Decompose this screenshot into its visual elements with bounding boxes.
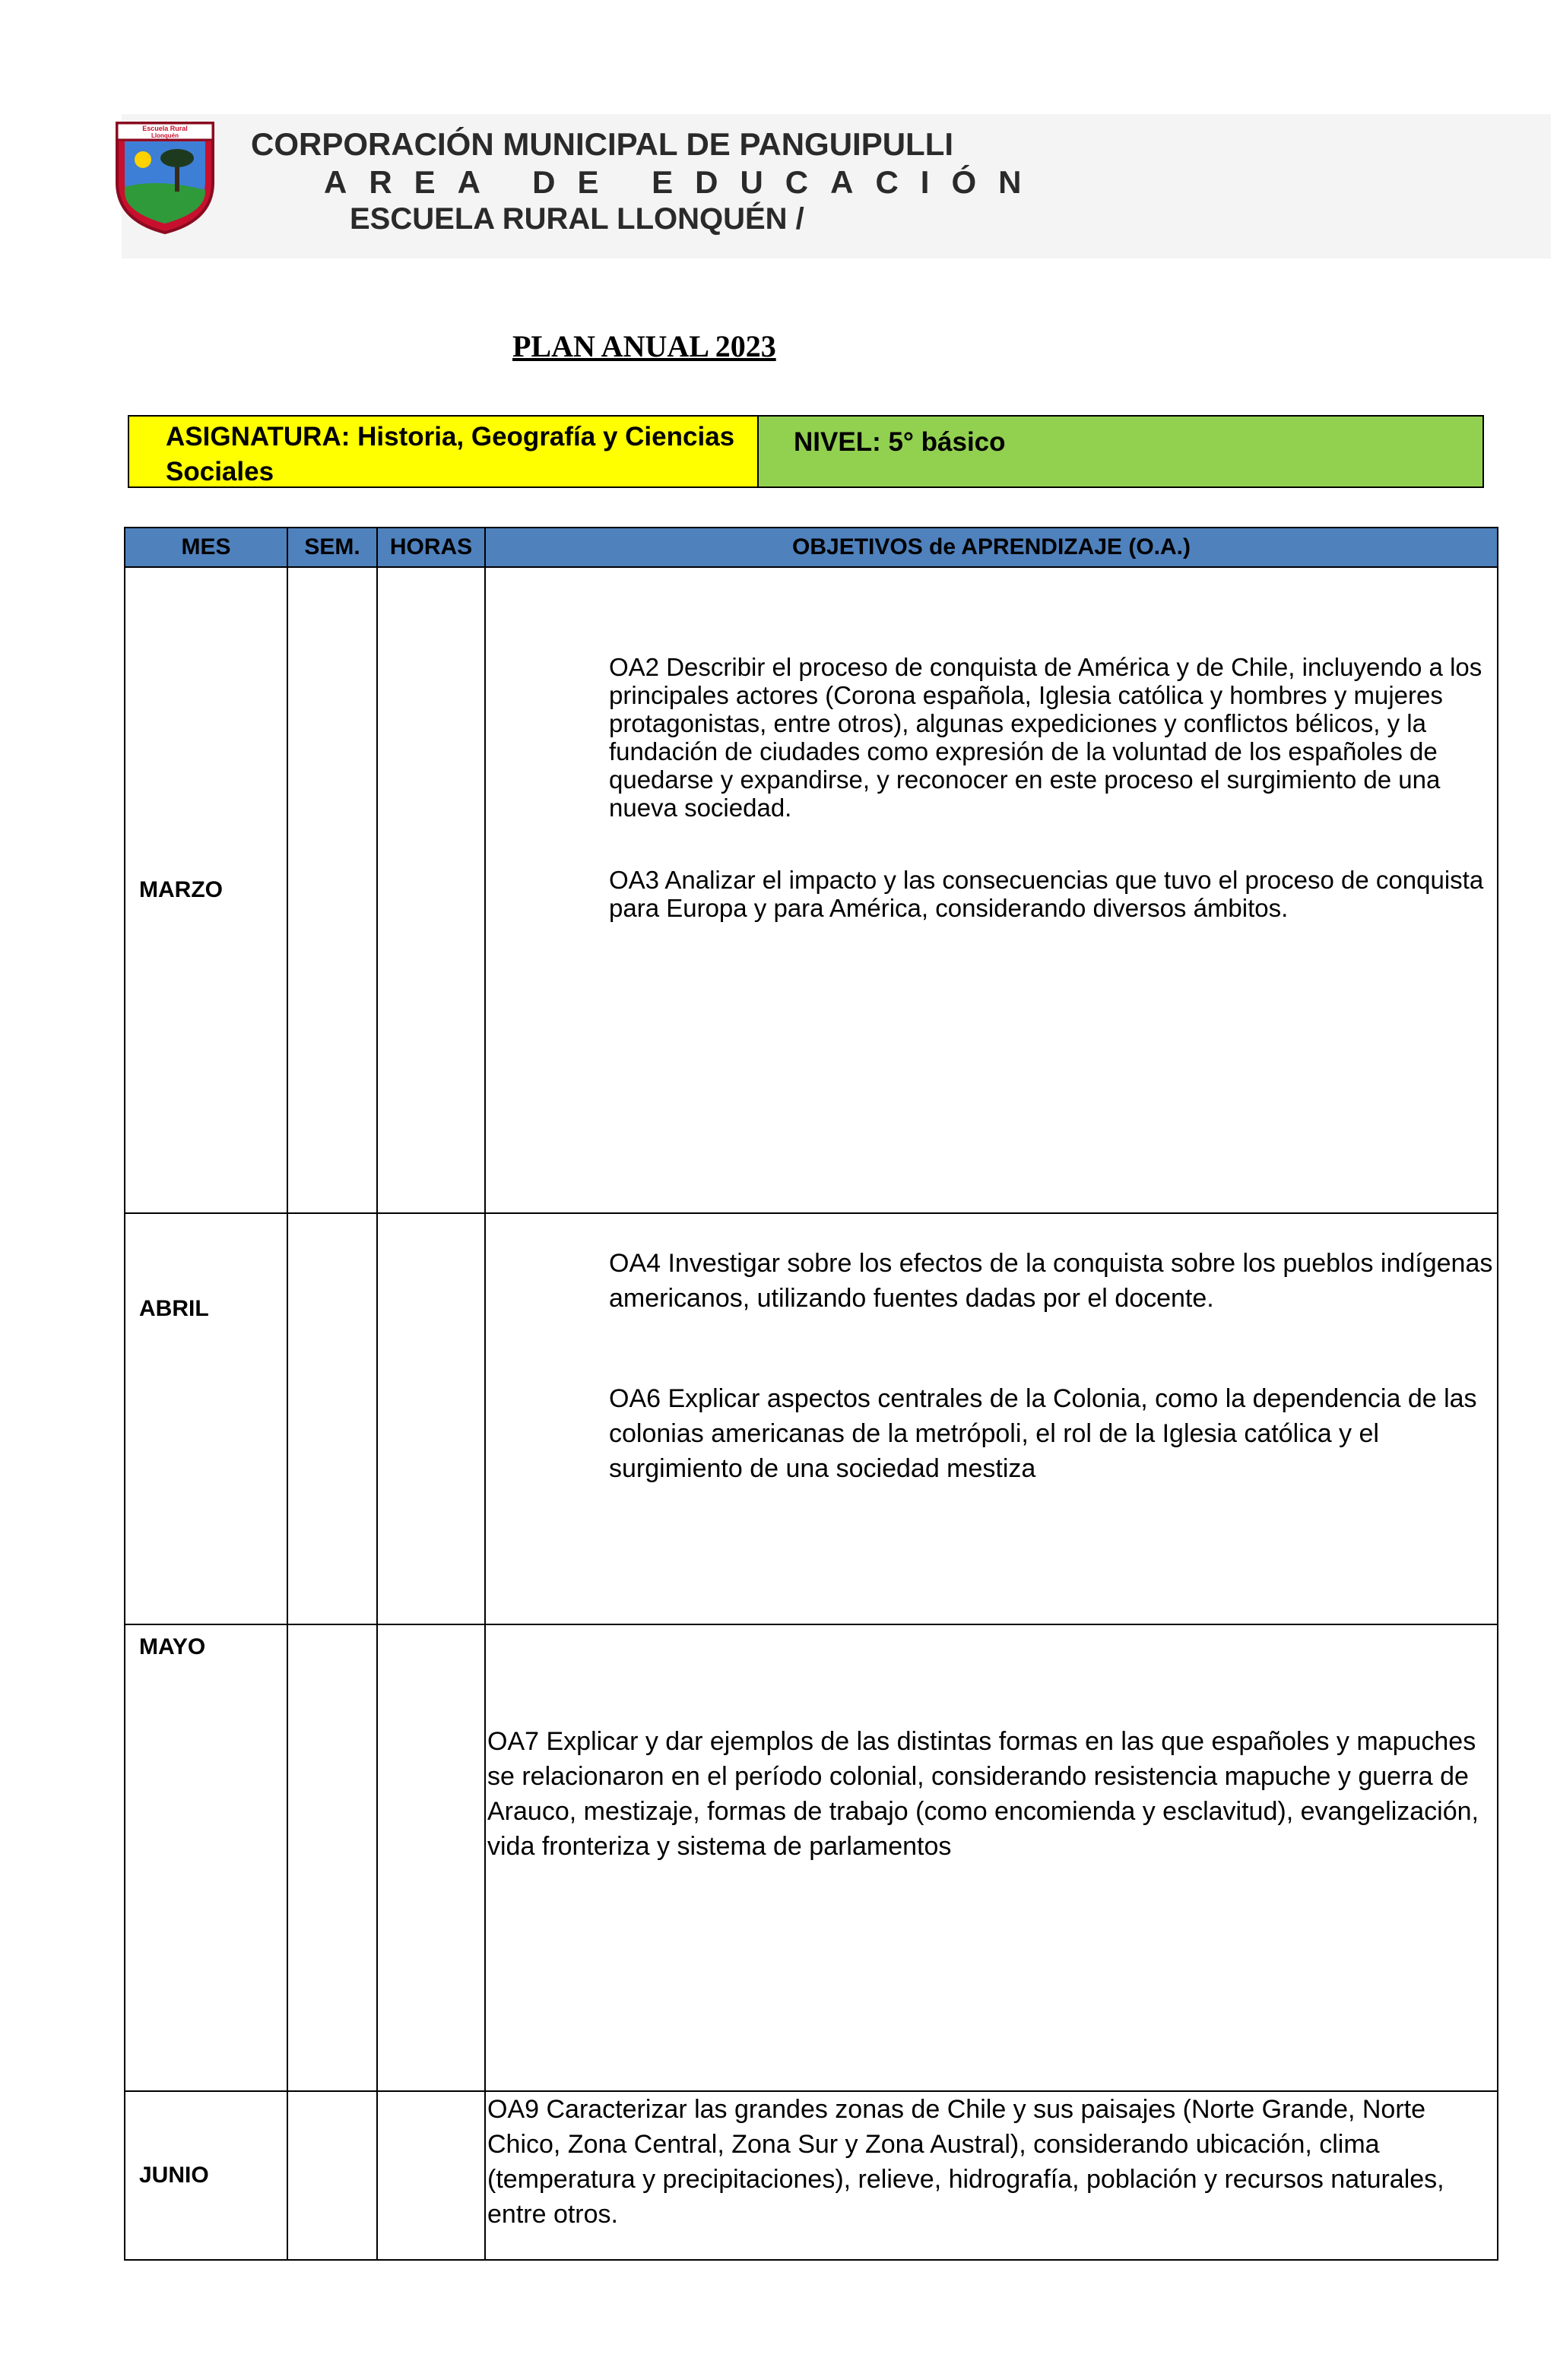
- header-objectives: OBJETIVOS de APRENDIZAJE (O.A.): [485, 528, 1498, 567]
- objective-text: OA7 Explicar y dar ejemplos de las distintas formas en las que españoles y mapuches se relacionaron en el período colonial, considerando resistencia mapuche y guerra de Arauco, mestizaje, formas de trabajo (como encomienda y esclavitud), evangelización, vida fronteriza y sistema de parlamentos: [487, 1727, 1479, 1861]
- week-cell: [287, 1624, 377, 2091]
- header-month: MES: [125, 528, 287, 567]
- objective-text: OA2 Describir el proceso de conquista de América y de Chile, incluyendo a los principales actores (Corona española, Iglesia católica y hombres y mujeres protagonistas, entre otros), algunas expediciones y conflictos bélicos, y la fundación de ciudades como expresión de la voluntad de los españoles de quedarse y expandirse, y reconocer en este proceso el surgimiento de una nueva sociedad.: [609, 653, 1482, 822]
- month-cell: [125, 1213, 287, 1624]
- table-header-row: [125, 528, 1498, 567]
- month-label: JUNIO: [139, 2163, 209, 2188]
- table-row: [125, 2091, 1498, 2260]
- objectives-cell: [485, 2091, 1498, 2260]
- logo-text-line2: Llonquén: [151, 132, 179, 139]
- area-name: AREA DE EDUCACIÓN: [324, 164, 1044, 200]
- table-row: [125, 1624, 1498, 2091]
- header-week: SEM.: [287, 528, 377, 567]
- school-crest-logo: [113, 114, 217, 236]
- objective-text: OA9 Caracterizar las grandes zonas de Chile y sus paisajes (Norte Grande, Norte Chico, Zona Central, Zona Sur y Zona Austral), considerando ubicación, clima (temperatura y precipitaciones), relieve, hidrografía, población y recursos naturales, entre otros.: [487, 2095, 1444, 2229]
- annual-plan-table: [124, 527, 1498, 2261]
- objective-text: OA6 Explicar aspectos centrales de la Colonia, como la dependencia de las colonias americanas de la metrópoli, el rol de la Iglesia católica y el surgimiento de una sociedad mestiza: [609, 1384, 1477, 1483]
- objective-text: OA4 Investigar sobre los efectos de la conquista sobre los pueblos indígenas americanos, utilizando fuentes dadas por el docente.: [609, 1249, 1493, 1313]
- month-cell: [125, 567, 287, 1213]
- hours-cell: [377, 2091, 485, 2260]
- week-cell: [287, 567, 377, 1213]
- header-hours: HORAS: [377, 528, 485, 567]
- school-name: ESCUELA RURAL LLONQUÉN /: [350, 202, 804, 236]
- table-row: [125, 1213, 1498, 1624]
- organization-name: CORPORACIÓN MUNICIPAL DE PANGUIPULLI: [251, 126, 954, 162]
- objectives-cell: [485, 567, 1498, 1213]
- level-box: [759, 415, 1484, 488]
- logo-text-line1: Escuela Rural: [142, 125, 188, 132]
- month-label: ABRIL: [139, 1296, 209, 1321]
- objectives-cell: [485, 1624, 1498, 2091]
- subject-label: ASIGNATURA: Historia, Geografía y Ciencias Sociales: [166, 422, 735, 486]
- subject-box: [128, 415, 759, 488]
- table-row: [125, 567, 1498, 1213]
- page-title: PLAN ANUAL 2023: [512, 329, 776, 363]
- hours-cell: [377, 567, 485, 1213]
- objectives-cell: [485, 1213, 1498, 1624]
- month-cell: [125, 2091, 287, 2260]
- month-cell: [125, 1624, 287, 2091]
- week-cell: [287, 1213, 377, 1624]
- month-label: MAYO: [139, 1634, 206, 1659]
- hours-cell: [377, 1624, 485, 2091]
- month-label: MARZO: [139, 877, 223, 902]
- objective-text: OA3 Analizar el impacto y las consecuencias que tuvo el proceso de conquista para Europa y para América, considerando diversos ámbitos.: [609, 866, 1484, 922]
- hours-cell: [377, 1213, 485, 1624]
- level-label: NIVEL: 5° básico: [794, 427, 1006, 457]
- week-cell: [287, 2091, 377, 2260]
